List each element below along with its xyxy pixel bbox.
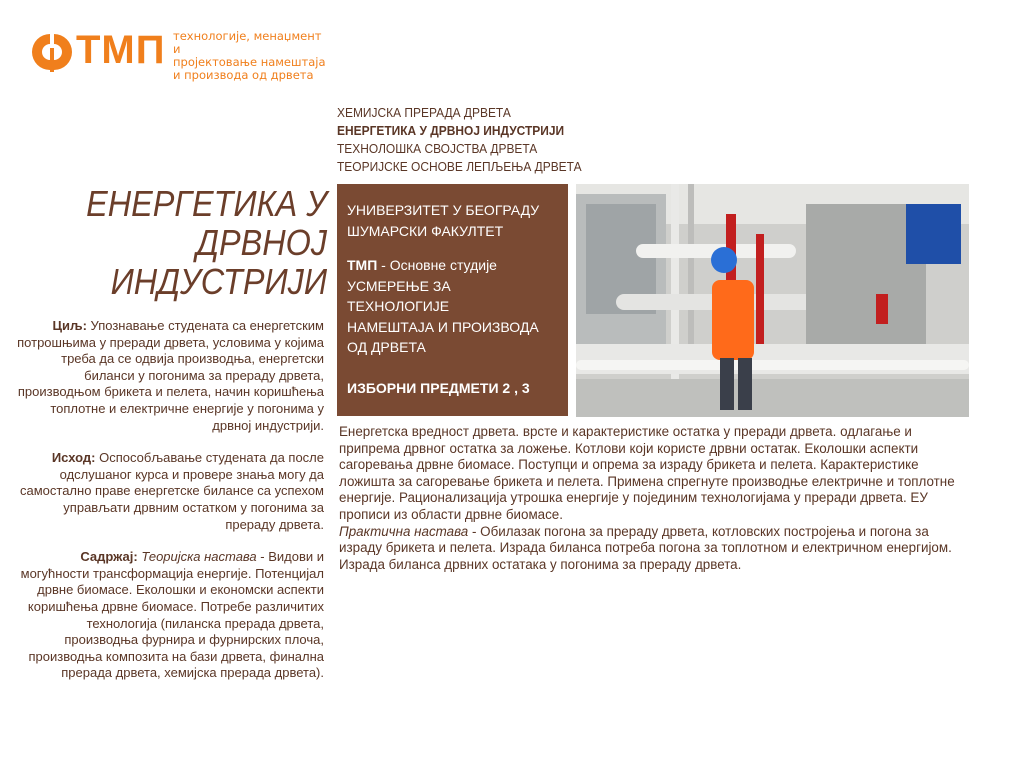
description-paragraph: Енергетска вредност дрвета. врсте и карактеристике остатка у преради дрвета. одлагање и припрема дрвног остатка за ложење. Котлови који користе дрвни остатак. Еколошки аспекти сагоревања дрвне биомасе. Поступци и опрема за израду брикета и пелета. Карактеристике ложишта за сагоревање брикета и пелета. Примена спрегнуте производње електричне и топлотне енергије. Рационализација утрошка енергије у појединим технологијама у преради дрвета. ЕУ прописи из области дрвне биомасе. — [339, 424, 955, 522]
logo-tagline-line: технологије, менаџмент и — [173, 29, 322, 56]
title-line: ИНДУСТРИЈИ — [110, 261, 327, 302]
practice-paragraph — [339, 524, 969, 574]
topic-item[interactable]: ТЕХНОЛОШКА СВОЈСТВА ДРВЕТА — [337, 141, 538, 156]
outcome-label: Исход: — [51, 450, 96, 466]
logo-tagline-line: пројектовање намештаја — [173, 55, 326, 69]
goal-section — [10, 318, 324, 434]
title-line: ЕНЕРГЕТИКА У — [86, 183, 327, 224]
topic-item-active[interactable]: ЕНЕРГЕТИКА У ДРВНОЈ ИНДУСТРИЈИ — [337, 123, 565, 138]
tmp-logo — [30, 28, 330, 82]
logo-wordmark: ТМП — [76, 28, 166, 72]
topic-list — [337, 104, 603, 176]
direction-line: ТЕХНОЛОГИЈЕ — [347, 298, 450, 314]
topic-item[interactable]: ТЕОРИЈСКЕ ОСНОВЕ ЛЕПЉЕЊА ДРВЕТА — [337, 159, 582, 174]
outcome-section — [10, 450, 324, 533]
content-label: Садржај: — [80, 549, 138, 565]
industrial-plant-photo — [576, 184, 969, 417]
topic-item[interactable]: ХЕМИЈСКА ПРЕРАДА ДРВЕТА — [337, 105, 511, 120]
course-summary — [10, 318, 324, 698]
electives-label: ИЗБОРНИ ПРЕДМЕТИ 2 , 3 — [347, 379, 530, 396]
content-text: - Видови и могућности трансформација енергије. Потенцијал дрвне биомасе. Еколошки и економски аспекти коришћења дрвне биомасе. Потребе различитих технологија (пиланска прерада дрвета, производња фурнира и фурнирских плоча, производња композита на бази дрвета, финална прерада дрвета, хемијска прерада дрвета). — [20, 549, 324, 681]
goal-text: Упознавање студената са енергетским потрошњима у преради дрвета, условима у којима треба да се одвија производња, енергетски биланси у погонима за прераду дрвета, производњом брикета и пелета, начин коришћења топлотне и електричне енергије у погонима у дрвној индустрији. — [17, 318, 324, 433]
logo-tagline-line: и производа од дрвета — [173, 68, 314, 82]
goal-label: Циљ: — [52, 318, 87, 333]
tmp-logo-icon — [30, 30, 74, 74]
program-code: ТМП — [347, 257, 378, 273]
outcome-text: Оспособљавање студената да после одслушаног курса и провере знања могу да самостално праве енергетске билансе са успехом управљати дрвним остатком у погонима за прераду дрвета. — [20, 450, 324, 532]
program-panel — [337, 184, 568, 416]
faculty-name: ШУМАРСКИ ФАКУЛТЕТ — [347, 222, 504, 239]
logo-tagline — [173, 30, 330, 82]
title-line: ДРВНОЈ — [196, 222, 327, 263]
course-description — [339, 424, 969, 573]
plant-illustration — [576, 184, 969, 417]
content-section — [10, 549, 324, 682]
practice-text: - Обилазак погона за прераду дрвета, котловских постројења и погона за израду брикета и пелета. Израда биланса потреба погона за топлотном и електричном енергијом. Израда биланса дрвних остатака у погонима за прераду дрвета. — [339, 523, 952, 572]
program-type: - Основне студије — [377, 257, 497, 273]
program-line — [347, 255, 558, 276]
direction-line: УСМЕРЕЊЕ ЗА — [347, 277, 451, 294]
direction-line: ОД ДРВЕТА — [347, 339, 426, 355]
theory-label: Теоријска настава — [141, 549, 257, 565]
direction-line: НАМЕШТАЈА И ПРОИЗВОДА — [347, 318, 539, 335]
page-title — [57, 184, 327, 301]
practice-label: Практична настава — [339, 523, 469, 539]
university-name: УНИВЕРЗИТЕТ У БЕОГРАДУ — [347, 202, 540, 218]
